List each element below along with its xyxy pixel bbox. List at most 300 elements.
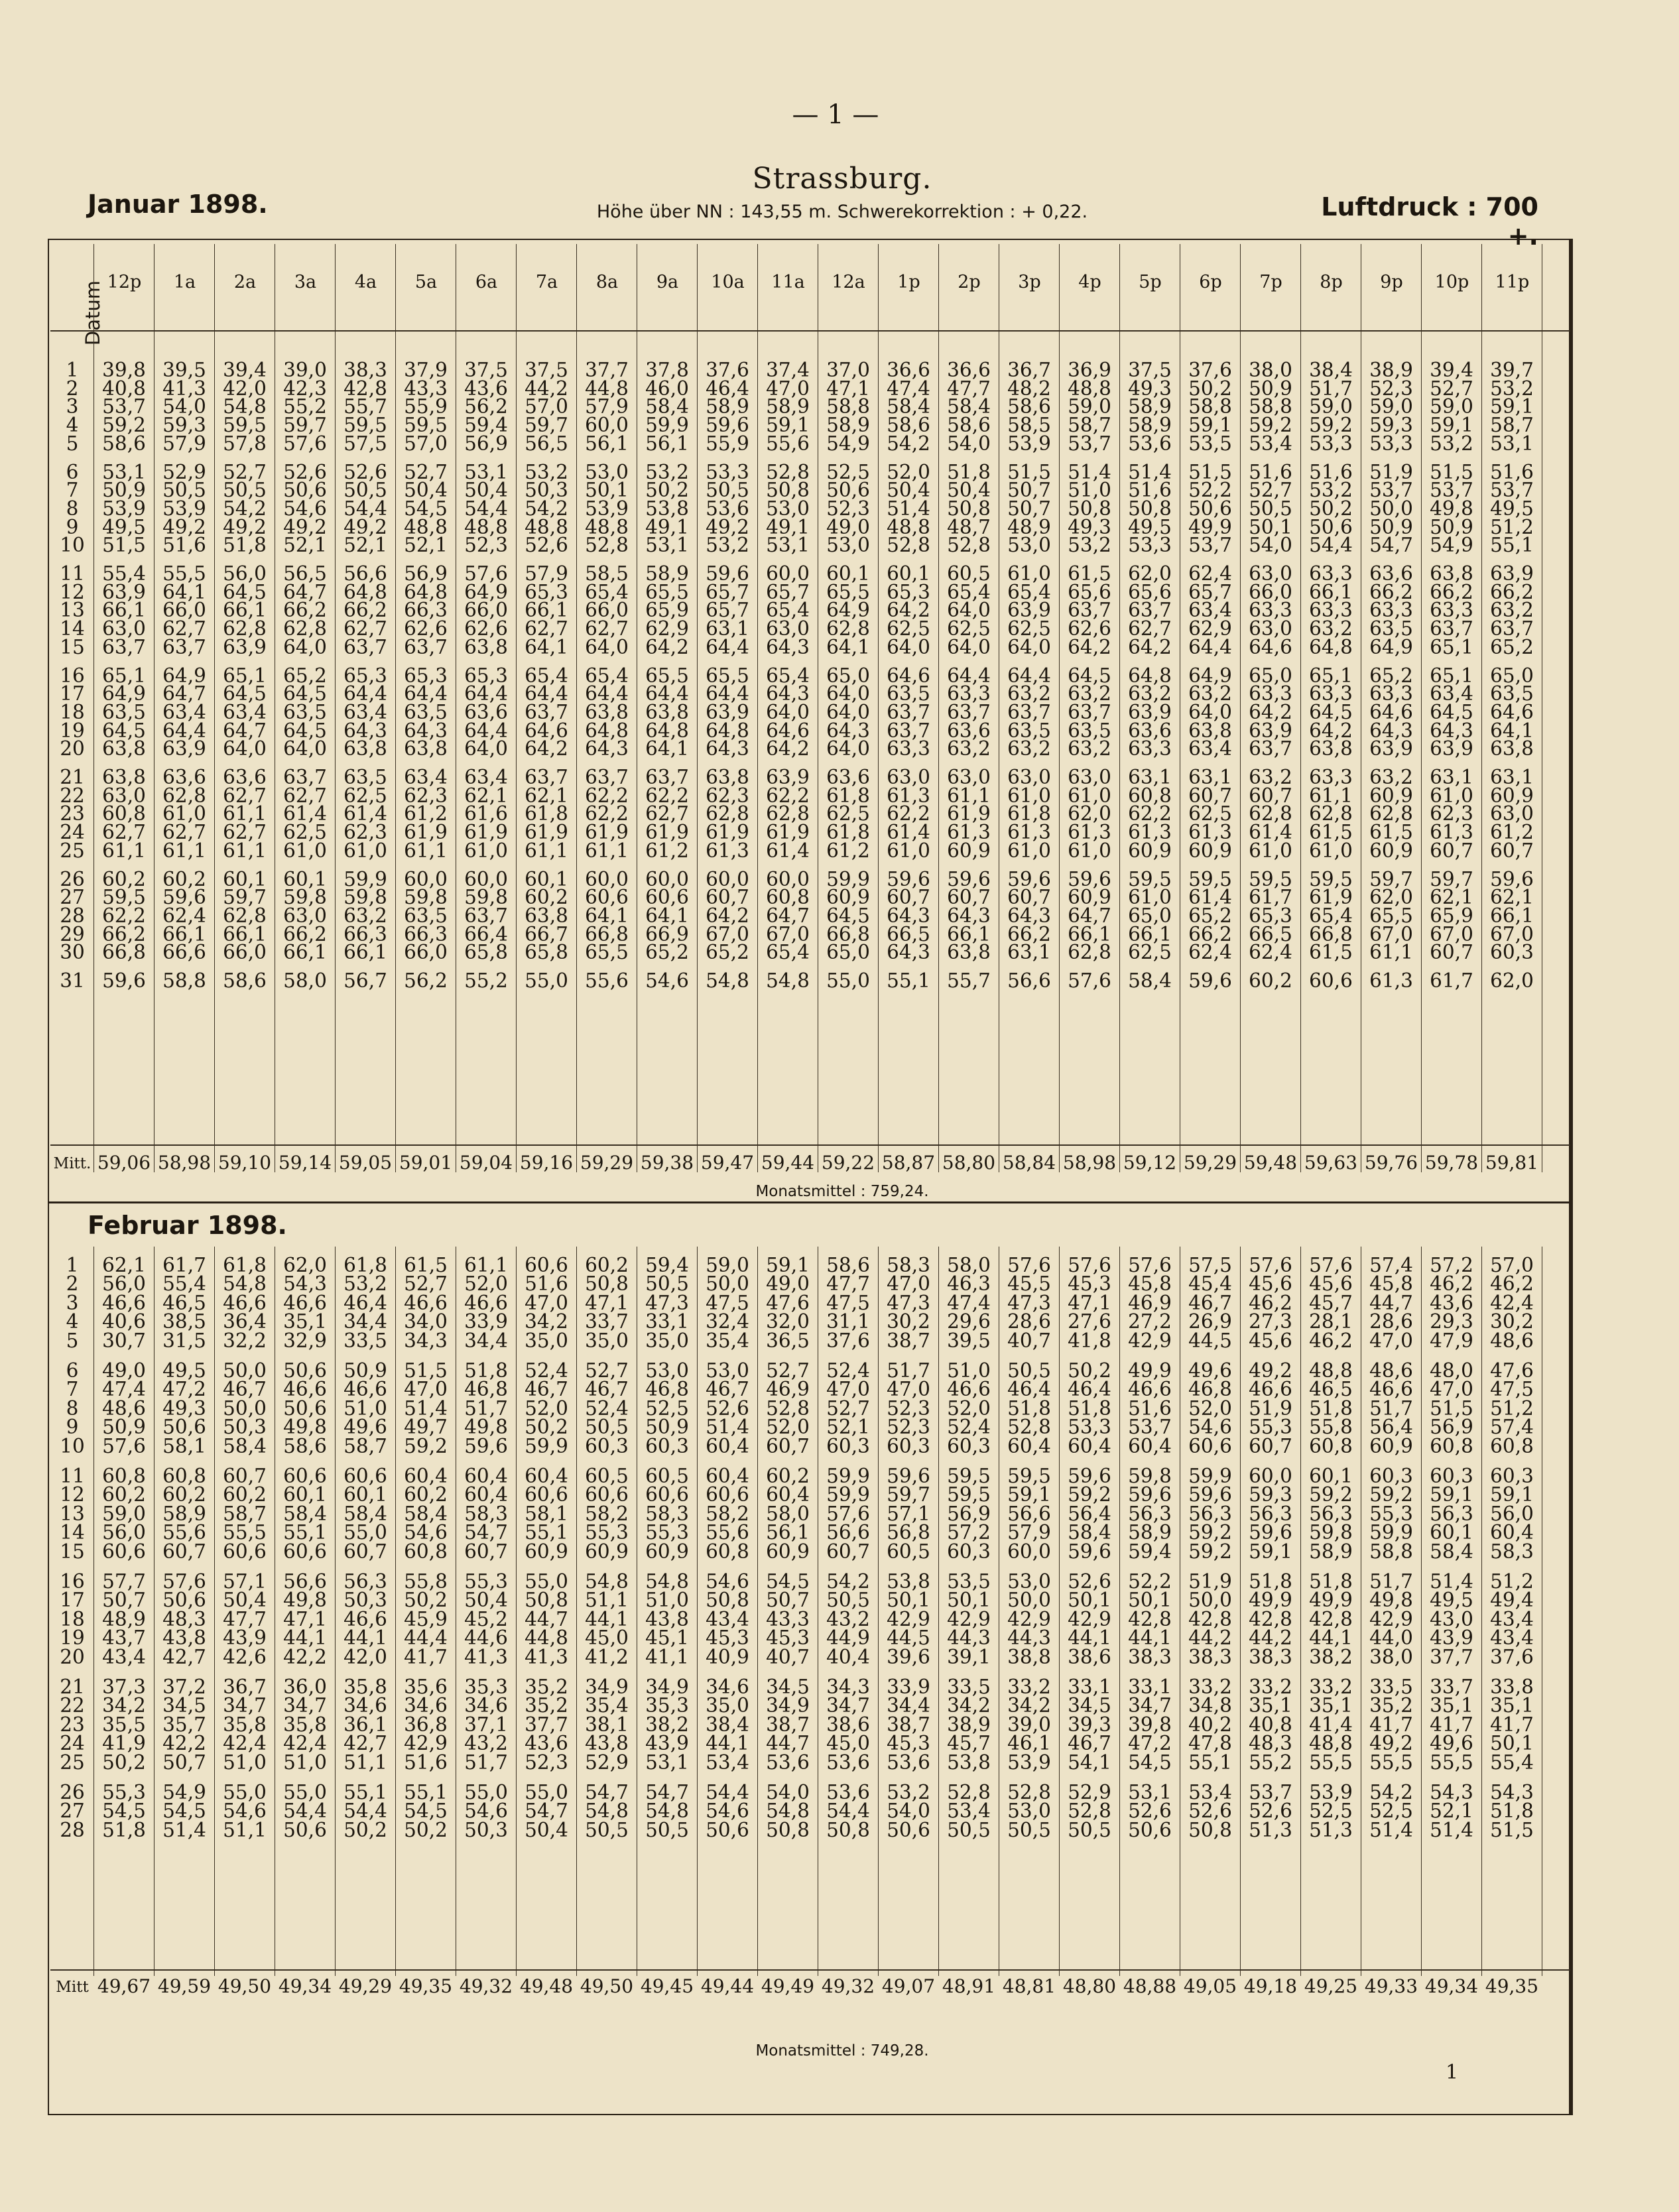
table-cell: 60,2 <box>585 1254 629 1276</box>
table-cell: 54,6 <box>645 969 689 992</box>
table-cell: 62,9 <box>1188 617 1232 641</box>
table-cell: 60,9 <box>1369 1434 1413 1457</box>
table-cell: 62,1 <box>525 784 568 807</box>
mean-cell: 58,80 <box>942 1152 996 1174</box>
table-cell: 63,7 <box>1430 617 1473 641</box>
table-cell: 47,0 <box>1369 1329 1413 1352</box>
table-cell: 60,3 <box>1369 1465 1413 1487</box>
table-cell: 58,4 <box>283 1502 327 1525</box>
table-cell: 44,5 <box>1188 1329 1232 1352</box>
table-cell: 64,2 <box>1068 635 1111 658</box>
monthly-mean: Monatsmittel : 759,24. <box>755 1183 929 1200</box>
table-cell: 51,5 <box>102 534 146 557</box>
table-cell: 64,5 <box>283 682 327 706</box>
table-cell: 63,8 <box>102 737 146 761</box>
column-header: 3a <box>294 272 317 292</box>
table-cell: 66,0 <box>464 599 508 622</box>
table-cell: 50,1 <box>585 479 629 502</box>
table-cell: 63,7 <box>404 635 448 658</box>
table-cell: 66,8 <box>585 922 629 946</box>
table-cell: 44,3 <box>1007 1627 1051 1650</box>
table-cell: 50,6 <box>826 479 870 502</box>
table-cell: 43,9 <box>1430 1627 1473 1650</box>
table-cell: 39,3 <box>1068 1713 1111 1736</box>
table-cell: 35,0 <box>706 1694 749 1717</box>
table-cell: 44,1 <box>283 1627 327 1650</box>
table-cell: 45,9 <box>404 1607 448 1630</box>
table-cell: 50,8 <box>766 1818 810 1841</box>
table-cell: 55,5 <box>223 1521 267 1544</box>
table-cell: 30,2 <box>1490 1310 1534 1333</box>
table-cell: 53,2 <box>1490 377 1534 400</box>
table-cell: 61,0 <box>1128 886 1172 909</box>
table-cell: 58,2 <box>706 1502 749 1525</box>
table-cell: 61,1 <box>1369 941 1413 964</box>
table-cell: 50,2 <box>1188 377 1232 400</box>
table-cell: 59,6 <box>1128 1483 1172 1506</box>
table-cell: 58,9 <box>766 395 810 418</box>
table-cell: 54,8 <box>645 1570 689 1593</box>
mean-cell: 49,35 <box>1485 1975 1539 1997</box>
table-cell: 58,6 <box>283 1434 327 1457</box>
table-cell: 30,2 <box>887 1310 930 1333</box>
table-cell: 64,9 <box>464 580 508 603</box>
datum-column-label: Datum <box>82 280 104 346</box>
table-cell: 64,4 <box>464 719 508 742</box>
table-cell: 54,7 <box>464 1521 508 1544</box>
table-cell: 54,1 <box>1068 1751 1111 1774</box>
day-label: 7 <box>66 479 79 502</box>
table-cell: 50,5 <box>1007 1818 1051 1841</box>
table-cell: 64,9 <box>102 682 146 706</box>
table-cell: 63,7 <box>525 700 568 723</box>
table-cell: 55,2 <box>1249 1751 1292 1774</box>
table-cell: 53,7 <box>1369 479 1413 502</box>
mean-cell: 48,81 <box>1002 1975 1056 1997</box>
table-cell: 46,8 <box>1188 1378 1232 1401</box>
table-cell: 34,6 <box>464 1694 508 1717</box>
table-cell: 61,3 <box>1128 821 1172 844</box>
table-cell: 46,2 <box>1430 1272 1473 1296</box>
table-cell: 51,2 <box>1490 515 1534 538</box>
table-cell: 56,6 <box>1007 969 1051 992</box>
table-cell: 57,5 <box>343 432 387 455</box>
table-cell: 48,8 <box>1309 1359 1353 1382</box>
table-cell: 60,9 <box>766 1540 810 1563</box>
table-cell: 44,1 <box>1068 1627 1111 1650</box>
table-cell: 61,2 <box>645 839 689 862</box>
table-cell: 54,5 <box>404 1800 448 1823</box>
table-cell: 55,0 <box>525 1570 568 1593</box>
table-cell: 53,8 <box>947 1751 991 1774</box>
table-cell: 44,8 <box>585 377 629 400</box>
table-cell: 60,3 <box>947 1434 991 1457</box>
table-cell: 64,9 <box>1188 664 1232 687</box>
table-cell: 53,0 <box>585 460 629 483</box>
table-cell: 51,5 <box>1490 1818 1534 1841</box>
table-cell: 48,8 <box>404 515 448 538</box>
table-cell: 51,4 <box>162 1818 206 1841</box>
table-cell: 64,3 <box>887 904 930 927</box>
table-cell: 63,9 <box>223 635 267 658</box>
table-cell: 42,9 <box>1068 1607 1111 1630</box>
table-cell: 59,0 <box>1068 395 1111 418</box>
table-cell: 52,3 <box>1369 377 1413 400</box>
table-cell: 66,7 <box>525 922 568 946</box>
table-cell: 53,9 <box>162 497 206 520</box>
table-cell: 60,0 <box>404 867 448 891</box>
table-cell: 61,0 <box>162 802 206 826</box>
table-cell: 31,5 <box>162 1329 206 1352</box>
table-cell: 45,1 <box>645 1627 689 1650</box>
table-cell: 61,5 <box>404 1254 448 1276</box>
table-cell: 62,8 <box>826 617 870 641</box>
table-cell: 65,4 <box>525 664 568 687</box>
table-cell: 60,3 <box>1490 941 1534 964</box>
table-cell: 59,6 <box>1068 867 1111 891</box>
table-cell: 50,1 <box>1128 1589 1172 1612</box>
day-label: 9 <box>66 1416 79 1439</box>
table-cell: 62,4 <box>1188 941 1232 964</box>
table-cell: 41,7 <box>1430 1713 1473 1736</box>
table-cell: 65,4 <box>766 941 810 964</box>
table-cell: 52,7 <box>404 1272 448 1296</box>
table-cell: 62,7 <box>525 617 568 641</box>
table-cell: 43,2 <box>464 1732 508 1755</box>
table-cell: 61,8 <box>343 1254 387 1276</box>
table-cell: 52,9 <box>585 1751 629 1774</box>
table-cell: 45,3 <box>766 1627 810 1650</box>
table-cell: 60,8 <box>706 1540 749 1563</box>
table-cell: 65,4 <box>947 580 991 603</box>
table-cell: 41,7 <box>1369 1713 1413 1736</box>
day-label: 20 <box>60 1645 85 1668</box>
table-cell: 50,1 <box>1068 1589 1111 1612</box>
day-label: 7 <box>66 1378 79 1401</box>
table-cell: 50,5 <box>223 479 267 502</box>
table-cell: 64,1 <box>585 904 629 927</box>
mean-cell: 49,29 <box>338 1975 393 1997</box>
table-cell: 52,7 <box>404 460 448 483</box>
table-cell: 50,6 <box>1128 1818 1172 1841</box>
table-cell: 59,2 <box>1188 1521 1232 1544</box>
table-cell: 56,3 <box>343 1570 387 1593</box>
table-cell: 57,6 <box>1249 1254 1292 1276</box>
table-cell: 63,8 <box>102 766 146 788</box>
table-cell: 58,4 <box>645 395 689 418</box>
table-cell: 42,3 <box>283 377 327 400</box>
table-cell: 63,9 <box>766 766 810 788</box>
table-cell: 35,1 <box>1490 1694 1534 1717</box>
table-cell: 60,9 <box>1369 839 1413 862</box>
table-cell: 64,2 <box>1128 635 1172 658</box>
table-cell: 46,6 <box>1369 1378 1413 1401</box>
table-cell: 60,7 <box>162 1540 206 1563</box>
table-cell: 66,2 <box>1430 580 1473 603</box>
table-cell: 61,3 <box>887 784 930 807</box>
table-cell: 59,1 <box>1490 395 1534 418</box>
table-cell: 59,6 <box>887 867 930 891</box>
table-cell: 63,2 <box>1007 682 1051 706</box>
table-cell: 59,6 <box>1188 1483 1232 1506</box>
table-cell: 53,9 <box>1007 1751 1051 1774</box>
column-header: 11p <box>1495 272 1530 292</box>
table-cell: 62,7 <box>223 784 267 807</box>
table-cell: 64,5 <box>102 719 146 742</box>
table-cell: 59,5 <box>947 1465 991 1487</box>
table-cell: 63,1 <box>1490 766 1534 788</box>
table-cell: 50,3 <box>464 1818 508 1841</box>
table-cell: 66,1 <box>1309 580 1353 603</box>
table-cell: 63,5 <box>1068 719 1111 742</box>
table-cell: 58,6 <box>947 414 991 437</box>
table-cell: 50,4 <box>947 479 991 502</box>
mean-cell: 49,05 <box>1183 1975 1237 1997</box>
table-cell: 58,2 <box>585 1502 629 1525</box>
table-cell: 37,2 <box>162 1676 206 1698</box>
table-cell: 52,0 <box>464 1272 508 1296</box>
table-cell: 60,0 <box>706 867 749 891</box>
table-cell: 39,0 <box>283 359 327 381</box>
table-cell: 50,3 <box>525 479 568 502</box>
table-cell: 58,4 <box>947 395 991 418</box>
table-cell: 63,0 <box>1007 766 1051 788</box>
table-cell: 52,7 <box>826 1396 870 1420</box>
table-cell: 34,9 <box>766 1694 810 1717</box>
table-cell: 55,4 <box>1490 1751 1534 1774</box>
table-cell: 63,2 <box>1309 617 1353 641</box>
table-cell: 49,9 <box>1249 1589 1292 1612</box>
table-cell: 64,3 <box>404 719 448 742</box>
table-cell: 49,4 <box>1490 1589 1534 1612</box>
table-cell: 61,1 <box>162 839 206 862</box>
table-cell: 50,5 <box>162 479 206 502</box>
table-cell: 49,8 <box>283 1589 327 1612</box>
table-cell: 49,2 <box>343 515 387 538</box>
table-cell: 61,3 <box>1068 821 1111 844</box>
table-cell: 57,6 <box>283 432 327 455</box>
table-cell: 59,6 <box>1068 1465 1111 1487</box>
table-cell: 54,0 <box>766 1781 810 1804</box>
table-cell: 60,8 <box>404 1540 448 1563</box>
table-cell: 47,0 <box>887 1272 930 1296</box>
day-label: 6 <box>66 1359 79 1382</box>
table-cell: 62,5 <box>343 784 387 807</box>
table-cell: 62,8 <box>1309 802 1353 826</box>
table-cell: 37,5 <box>525 359 568 381</box>
table-cell: 50,2 <box>1068 1359 1111 1382</box>
table-cell: 64,3 <box>947 904 991 927</box>
table-cell: 63,5 <box>1007 719 1051 742</box>
table-cell: 63,8 <box>1490 737 1534 761</box>
table-cell: 52,7 <box>585 1359 629 1382</box>
table-cell: 53,4 <box>947 1800 991 1823</box>
table-cell: 34,2 <box>525 1310 568 1333</box>
table-cell: 52,1 <box>826 1416 870 1439</box>
table-cell: 49,7 <box>404 1416 448 1439</box>
table-cell: 35,8 <box>343 1676 387 1698</box>
table-cell: 61,1 <box>585 839 629 862</box>
table-cell: 63,6 <box>464 700 508 723</box>
table-cell: 33,1 <box>1128 1676 1172 1698</box>
table-cell: 55,1 <box>1188 1751 1232 1774</box>
table-cell: 46,4 <box>343 1291 387 1314</box>
mean-cell: 58,84 <box>1002 1152 1056 1174</box>
table-cell: 64,1 <box>826 635 870 658</box>
table-cell: 64,4 <box>947 664 991 687</box>
table-cell: 51,8 <box>223 534 267 557</box>
table-cell: 65,3 <box>404 664 448 687</box>
table-cell: 59,2 <box>1068 1483 1111 1506</box>
table-cell: 53,2 <box>1309 479 1353 502</box>
table-cell: 57,0 <box>404 432 448 455</box>
table-cell: 64,4 <box>404 682 448 706</box>
table-cell: 64,0 <box>947 635 991 658</box>
table-cell: 63,0 <box>947 766 991 788</box>
table-cell: 65,3 <box>887 580 930 603</box>
table-cell: 33,8 <box>1490 1676 1534 1698</box>
table-cell: 61,8 <box>826 821 870 844</box>
table-cell: 48,6 <box>1369 1359 1413 1382</box>
table-cell: 53,0 <box>826 534 870 557</box>
table-cell: 56,7 <box>343 969 387 992</box>
table-cell: 61,2 <box>1490 821 1534 844</box>
table-cell: 65,4 <box>1007 580 1051 603</box>
table-cell: 54,2 <box>1369 1781 1413 1804</box>
table-cell: 60,6 <box>1188 1434 1232 1457</box>
table-cell: 59,9 <box>1188 1465 1232 1487</box>
table-cell: 61,7 <box>162 1254 206 1276</box>
table-cell: 57,0 <box>1490 1254 1534 1276</box>
table-cell: 54,8 <box>585 1570 629 1593</box>
table-cell: 65,3 <box>525 580 568 603</box>
table-cell: 64,4 <box>343 682 387 706</box>
table-cell: 51,6 <box>162 534 206 557</box>
table-cell: 65,2 <box>283 664 327 687</box>
table-cell: 66,1 <box>223 599 267 622</box>
table-cell: 60,3 <box>947 1540 991 1563</box>
table-cell: 66,3 <box>404 922 448 946</box>
table-cell: 58,3 <box>645 1502 689 1525</box>
column-header: 12a <box>832 272 865 292</box>
table-cell: 60,6 <box>283 1540 327 1563</box>
table-cell: 66,2 <box>102 922 146 946</box>
table-cell: 55,6 <box>706 1521 749 1544</box>
table-cell: 46,3 <box>947 1272 991 1296</box>
table-cell: 61,6 <box>464 802 508 826</box>
table-cell: 58,4 <box>1430 1540 1473 1563</box>
table-cell: 36,8 <box>404 1713 448 1736</box>
table-cell: 64,5 <box>1430 700 1473 723</box>
day-label: 2 <box>66 1272 79 1296</box>
table-cell: 55,3 <box>645 1521 689 1544</box>
table-cell: 61,0 <box>464 839 508 862</box>
day-label: 1 <box>66 1254 79 1276</box>
table-cell: 46,7 <box>585 1378 629 1401</box>
table-cell: 49,3 <box>162 1396 206 1420</box>
table-cell: 46,6 <box>947 1378 991 1401</box>
table-cell: 59,2 <box>1309 414 1353 437</box>
table-cell: 60,9 <box>1369 784 1413 807</box>
table-cell: 54,5 <box>766 1570 810 1593</box>
table-cell: 54,6 <box>706 1570 749 1593</box>
table-cell: 64,2 <box>766 737 810 761</box>
table-cell: 63,7 <box>162 635 206 658</box>
table-cell: 50,7 <box>102 1589 146 1612</box>
table-cell: 57,4 <box>1490 1416 1534 1439</box>
table-cell: 34,5 <box>1068 1694 1111 1717</box>
table-cell: 28,1 <box>1309 1310 1353 1333</box>
table-cell: 59,2 <box>1369 1483 1413 1506</box>
table-cell: 60,0 <box>585 414 629 437</box>
table-cell: 56,0 <box>1490 1502 1534 1525</box>
table-cell: 56,6 <box>1007 1502 1051 1525</box>
table-cell: 46,6 <box>464 1291 508 1314</box>
day-label: 11 <box>60 562 85 585</box>
table-cell: 55,0 <box>525 1781 568 1804</box>
table-cell: 51,3 <box>1309 1818 1353 1841</box>
table-cell: 57,6 <box>1309 1254 1353 1276</box>
table-cell: 55,7 <box>947 969 991 992</box>
table-cell: 58,0 <box>766 1502 810 1525</box>
table-cell: 49,8 <box>1430 497 1473 520</box>
table-cell: 66,0 <box>404 941 448 964</box>
table-cell: 33,9 <box>887 1676 930 1698</box>
table-cell: 60,4 <box>525 1465 568 1487</box>
table-cell: 66,6 <box>162 941 206 964</box>
table-cell: 66,2 <box>1369 580 1413 603</box>
table-cell: 38,9 <box>947 1713 991 1736</box>
table-cell: 60,7 <box>706 886 749 909</box>
table-cell: 48,8 <box>1068 377 1111 400</box>
table-cell: 59,5 <box>947 1483 991 1506</box>
mean-row-label: Mitt <box>56 1979 89 1996</box>
table-cell: 49,0 <box>102 1359 146 1382</box>
table-cell: 64,9 <box>162 664 206 687</box>
day-label: 2 <box>66 377 79 400</box>
day-label: 23 <box>60 1713 85 1736</box>
table-cell: 51,7 <box>464 1751 508 1774</box>
table-cell: 61,7 <box>1430 969 1473 992</box>
table-cell: 63,4 <box>404 766 448 788</box>
table-cell: 60,8 <box>1309 1434 1353 1457</box>
table-cell: 27,3 <box>1249 1310 1292 1333</box>
table-cell: 64,5 <box>223 682 267 706</box>
table-cell: 44,7 <box>766 1732 810 1755</box>
table-cell: 53,7 <box>102 395 146 418</box>
table-cell: 62,7 <box>102 821 146 844</box>
table-cell: 59,1 <box>766 414 810 437</box>
day-label: 27 <box>60 1800 85 1823</box>
table-cell: 49,2 <box>1369 1732 1413 1755</box>
table-cell: 58,9 <box>706 395 749 418</box>
day-label: 4 <box>66 1310 79 1333</box>
table-cell: 61,3 <box>947 821 991 844</box>
table-cell: 59,9 <box>343 867 387 891</box>
table-cell: 61,8 <box>525 802 568 826</box>
table-cell: 55,1 <box>887 969 930 992</box>
table-cell: 55,4 <box>102 562 146 585</box>
table-cell: 58,8 <box>826 395 870 418</box>
table-cell: 63,3 <box>887 737 930 761</box>
table-cell: 34,4 <box>887 1694 930 1717</box>
table-cell: 66,2 <box>283 599 327 622</box>
table-cell: 57,9 <box>162 432 206 455</box>
table-cell: 46,5 <box>1309 1378 1353 1401</box>
table-cell: 63,4 <box>162 700 206 723</box>
table-cell: 59,5 <box>1128 867 1172 891</box>
table-cell: 53,2 <box>1068 534 1111 557</box>
